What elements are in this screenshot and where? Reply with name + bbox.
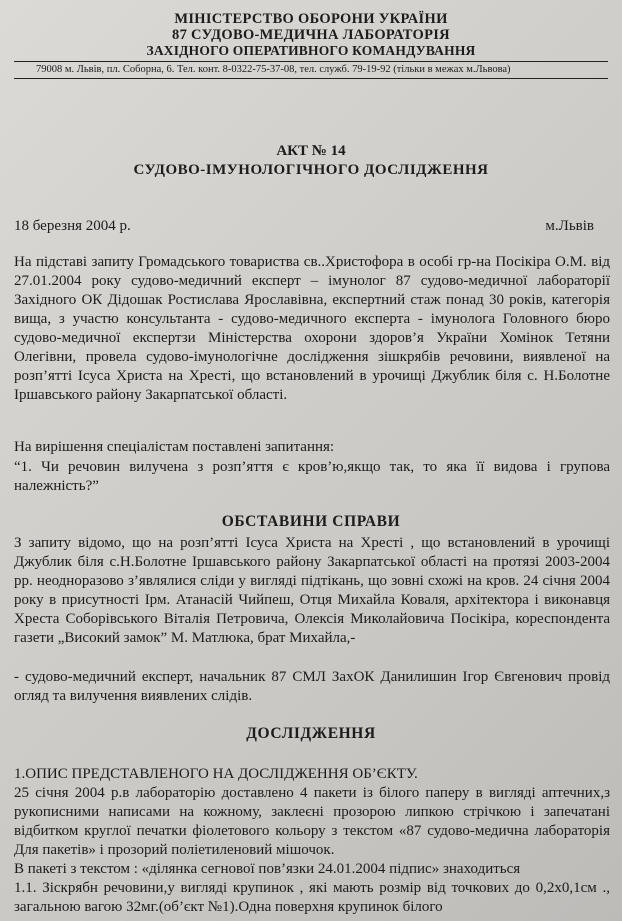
question-1: “1. Чи речовин вилучена з розп’яття є кров’ю,якщо так, то яка її видова і групова належність?” — [14, 459, 610, 494]
intro-paragraph: На підставі запиту Громадського товариства св..Христофора в особі гр-на Посікіра О.М. від 27.01.2004 року судово-медичний експерт – імунолог 87 судово-медичної лабораторії Західного ОК Дідошак Ростислава Ярославівна, експертний стаж понад 30 років, категорія вища, з участю консультанта - судово-медичного експерта - імунолога Головного бюро судово-медичної експертзи Міністерства охорони здоров’я України Хомінок Тетяни Олегівни, провела судово-імунологічне дослідження зішкрябів речовини, виявленої на розп’ятті Ісуса Христа на Хресті, що встановлений в урочищі Джублик біля с. Н.Болотне Іршавського району Закарпатської області. — [14, 254, 610, 403]
header-divider-bottom — [14, 78, 608, 79]
research-paragraph-1: 25 січня 2004 р.в лабораторію доставлено 4 пакети із білого паперу в вигляді аптечних,з рукописними написами на кожному, заклеєні прозорою липкою стрічкою і запечатані відбитком круглої печатки фіолетового кольору з текстом «87 судово-медична лабораторія Для пакетів» і прозорий поліетиленовий мішочок. — [14, 785, 610, 858]
header-address: 79008 м. Львів, пл. Соборна, 6. Тел. конт. 8-0322-75-37-08, тел. служб. 79-19-92 (тільки в межах м.Львова) — [36, 64, 511, 75]
document-city: м.Львів — [545, 218, 594, 234]
research-subheading: 1.ОПИС ПРЕДСТАВЛЕНОГО НА ДОСЛІДЖЕННЯ ОБ’ЄКТУ. — [14, 766, 418, 782]
circumstances-heading: ОБСТАВИНИ СПРАВИ — [221, 513, 401, 530]
research-paragraph-3: 1.1. Зіскрябн речовини,у вигляді крупинок , які мають розмір від точкових до 0,2х0,1см ., загальною вагою 32мг.(об’єкт №1).Одна поверхня крупинок білого — [14, 880, 610, 915]
act-subtitle: СУДОВО-ІМУНОЛОГІЧНОГО ДОСЛІДЖЕННЯ — [133, 162, 489, 178]
circumstances-expert: - судово-медичний експерт, начальник 87 СМЛ ЗахОК Данилишин Ігор Євгенович провід огляд та вилучення виявлених слідів. — [14, 669, 610, 704]
act-number: АКТ № 14 — [276, 143, 346, 159]
header-command: ЗАХІДНОГО ОПЕРАТИВНОГО КОМАНДУВАННЯ — [146, 43, 476, 58]
research-heading: ДОСЛІДЖЕННЯ — [246, 725, 376, 742]
document-date: 18 березня 2004 р. — [14, 218, 131, 234]
research-paragraph-2: В пакеті з текстом : «ділянка сегнової пов’язки 24.01.2004 підпис» знаходиться — [14, 861, 521, 877]
header-laboratory: 87 СУДОВО-МЕДИЧНА ЛАБОРАТОРІЯ — [172, 27, 450, 43]
header-divider-top — [14, 61, 608, 62]
questions-intro: На вирішення спеціалістам поставлені запитання: — [14, 439, 335, 455]
circumstances-paragraph: З запиту відомо, що на розп’ятті Ісуса Христа на Хресті , що встановлений в урочищі Джублик біля с.Н.Болотне Іршавського району Закарпатської області на протязі 2003-2004 рр. неодноразово з’являлися сліди у вигляді підтікань, що зовні схожі на кров. 24 січня 2004 року в присутності Ірм. Атанасій Чийпеш, Отця Михайла Коваля, архітектора і виконавця Хреста Соборівського Віталія Петровича, Олексія Миколайовича Посікіра, кореспондента газети „Високий замок” М. Матлюка, брат Михайла,- — [14, 535, 610, 646]
header-ministry: МІНІСТЕРСТВО ОБОРОНИ УКРАЇНИ — [174, 11, 448, 27]
